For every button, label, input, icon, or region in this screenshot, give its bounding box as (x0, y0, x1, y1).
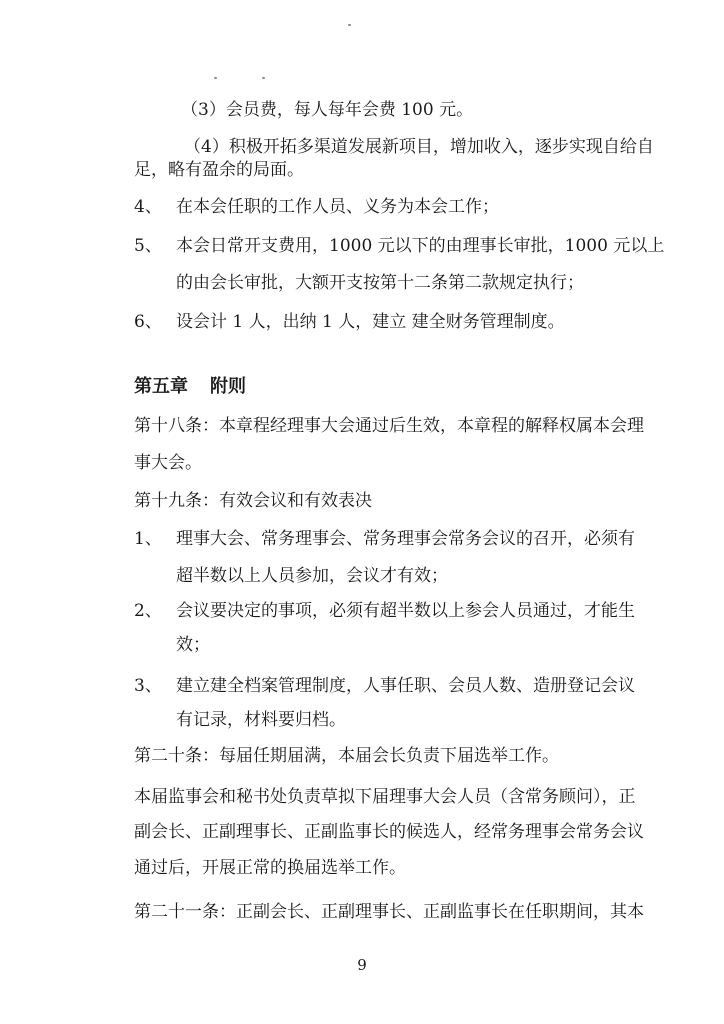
art19-item-2-line-2: 效； (176, 635, 210, 655)
item-5-number: 5、 (134, 236, 162, 256)
sub-item-3: （3）会员费，每人每年会费 100 元。 (181, 100, 474, 120)
chapter-heading (134, 376, 246, 398)
election-paragraph-line-1: 本届监事会和秘书处负责草拟下届理事大会人员（含常务顾问），正 (134, 787, 636, 807)
chapter-title: 附则 (210, 376, 246, 397)
article-21-line-1: 第二十一条：正副会长、正副理事长、正副监事长在任职期间，其本 (134, 902, 644, 922)
art19-item-3-line-2: 有记录，材料要归档。 (176, 710, 346, 730)
art19-item-2-line-1: 会议要决定的事项，必须有超半数以上参会人员通过，才能生 (176, 601, 635, 621)
sub-item-4-line-1: （4）积极开拓多渠道发展新项目，增加收入，逐步实现自给自 (184, 137, 654, 157)
item-4-number: 4、 (134, 197, 162, 217)
art19-item-3-number: 3、 (134, 676, 162, 696)
article-19: 第十九条：有效会议和有效表决 (134, 491, 372, 511)
scan-speck (214, 77, 217, 79)
art19-item-1-number: 1、 (134, 529, 162, 549)
sub-item-4-line-2: 足，略有盈余的局面。 (134, 160, 304, 180)
scan-speck (262, 77, 265, 79)
page-number: 9 (357, 956, 367, 974)
election-paragraph-line-3: 通过后，开展正常的换届选举工作。 (134, 858, 406, 878)
art19-item-1-line-2: 超半数以上人员参加，会议才有效； (176, 566, 448, 586)
art19-item-2-number: 2、 (134, 601, 162, 621)
chapter-number: 第五章 (134, 376, 188, 397)
article-20: 第二十条：每届任期届满，本届会长负责下届选举工作。 (134, 746, 559, 766)
item-4-text: 在本会任职的工作人员、义务为本会工作； (176, 197, 499, 217)
item-6-number: 6、 (134, 312, 162, 332)
article-18-line-2: 事大会。 (134, 453, 202, 473)
item-6-text: 设会计 1 人，出纳 1 人，建立 建全财务管理制度。 (176, 312, 565, 332)
scan-speck (348, 24, 351, 26)
election-paragraph-line-2: 副会长、正副理事长、正副监事长的候选人，经常务理事会常务会议 (134, 822, 644, 842)
item-5-line-2: 的由会长审批，大额开支按第十二条第二款规定执行； (176, 273, 584, 293)
art19-item-3-line-1: 建立建全档案管理制度，人事任职、会员人数、造册登记会议 (176, 676, 635, 696)
art19-item-1-line-1: 理事大会、常务理事会、常务理事会常务会议的召开，必须有 (176, 529, 635, 549)
article-18-line-1: 第十八条：本章程经理事大会通过后生效，本章程的解释权属本会理 (134, 416, 644, 436)
item-5-line-1: 本会日常开支费用，1000 元以下的由理事长审批，1000 元以上 (176, 236, 665, 256)
